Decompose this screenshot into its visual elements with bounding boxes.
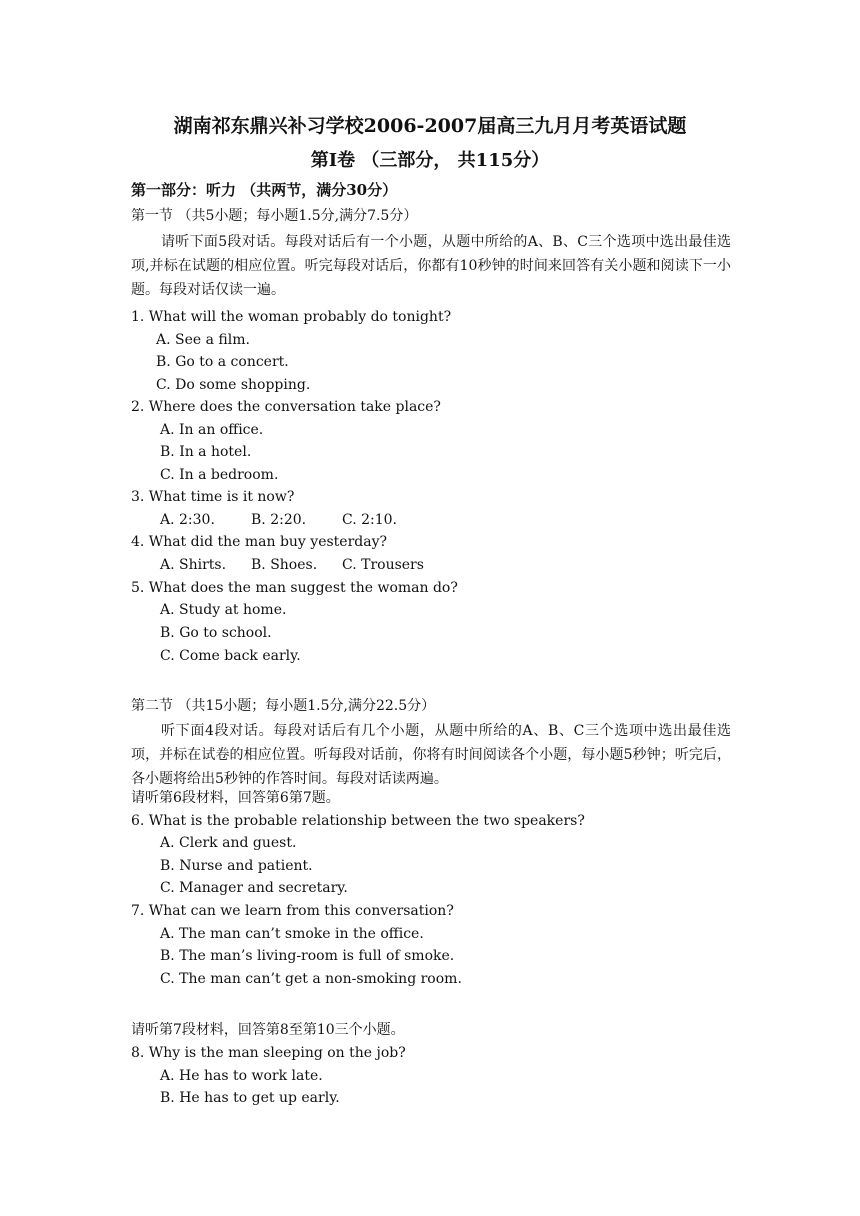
part1-heading: 第一部分：听力 （共两节，满分30分） — [131, 181, 398, 199]
material-7-prompt: 请听第7段材料，回答第8至第10三个小题。 — [131, 1022, 405, 1038]
question-8-option-b: B. He has to get up early. — [160, 1090, 340, 1106]
question-7: 7. What can we learn from this conversation? — [131, 903, 454, 919]
question-2-option-a: A. In an office. — [160, 422, 264, 438]
volume-subtitle: 第Ⅰ卷 （三部分， 共115分） — [310, 150, 550, 171]
question-4-option-a: A. Shirts. — [160, 557, 227, 573]
question-2-option-b: B. In a hotel. — [160, 444, 252, 460]
question-5-option-a: A. Study at home. — [160, 602, 287, 618]
question-5-option-b: B. Go to school. — [160, 625, 272, 641]
question-7-option-c: C. The man can’t get a non-smoking room. — [160, 971, 462, 987]
section1-instructions: 请听下面5段对话。每段对话后有一个小题，从题中所给的A、B、C三个选项中选出最佳选项,并标在试题的相应位置。听完每段对话后，你都有10秒钟的时间来回答有关小题和阅读下一小题。每段对话仅读一遍。 — [131, 234, 731, 298]
question-2: 2. Where does the conversation take place? — [131, 399, 441, 415]
question-6-option-a: A. Clerk and guest. — [160, 835, 297, 851]
question-5: 5. What does the man suggest the woman do? — [131, 580, 458, 596]
question-6-option-c: C. Manager and secretary. — [160, 880, 348, 896]
question-6-option-b: B. Nurse and patient. — [160, 858, 313, 874]
question-2-option-c: C. In a bedroom. — [160, 467, 279, 483]
question-3-option-b: B. 2:20. — [251, 512, 307, 528]
question-6: 6. What is the probable relationship between the two speakers? — [131, 813, 585, 829]
question-8-option-a: A. He has to work late. — [160, 1068, 323, 1084]
question-3-option-c: C. 2:10. — [342, 512, 398, 528]
question-5-option-c: C. Come back early. — [160, 648, 301, 664]
question-8: 8. Why is the man sleeping on the job? — [131, 1045, 406, 1061]
question-1-option-c: C. Do some shopping. — [156, 377, 311, 393]
question-3-option-a: A. 2:30. — [160, 512, 215, 528]
question-1-option-a: A. See a film. — [156, 332, 250, 348]
section1-heading: 第一节 （共5小题；每小题1.5分,满分7.5分） — [131, 208, 418, 224]
question-4: 4. What did the man buy yesterday? — [131, 534, 387, 550]
question-1-option-b: B. Go to a concert. — [156, 354, 289, 370]
question-7-option-b: B. The man’s living-room is full of smoke. — [160, 948, 455, 964]
question-4-option-b: B. Shoes. — [251, 557, 318, 573]
exam-title: 湖南祁东鼎兴补习学校2006-2007届高三九月月考英语试题 — [173, 115, 687, 137]
question-1: 1. What will the woman probably do tonight? — [131, 309, 452, 325]
section2-heading: 第二节 （共15小题；每小题1.5分,满分22.5分） — [131, 698, 436, 714]
question-3: 3. What time is it now? — [131, 489, 295, 505]
question-4-option-c: C. Trousers — [342, 557, 424, 573]
material-6-prompt: 请听第6段材料，回答第6第7题。 — [131, 790, 340, 806]
question-7-option-a: A. The man can’t smoke in the office. — [160, 926, 424, 942]
section2-instructions: 听下面4段对话。每段对话后有几个小题，从题中所给的A、B、C三个选项中选出最佳选项，并标在试卷的相应位置。听每段对话前，你将有时间阅读各个小题，每小题5秒钟；听完后，各小题将给出5秒钟的作答时间。每段对话读两遍。 — [131, 723, 731, 787]
